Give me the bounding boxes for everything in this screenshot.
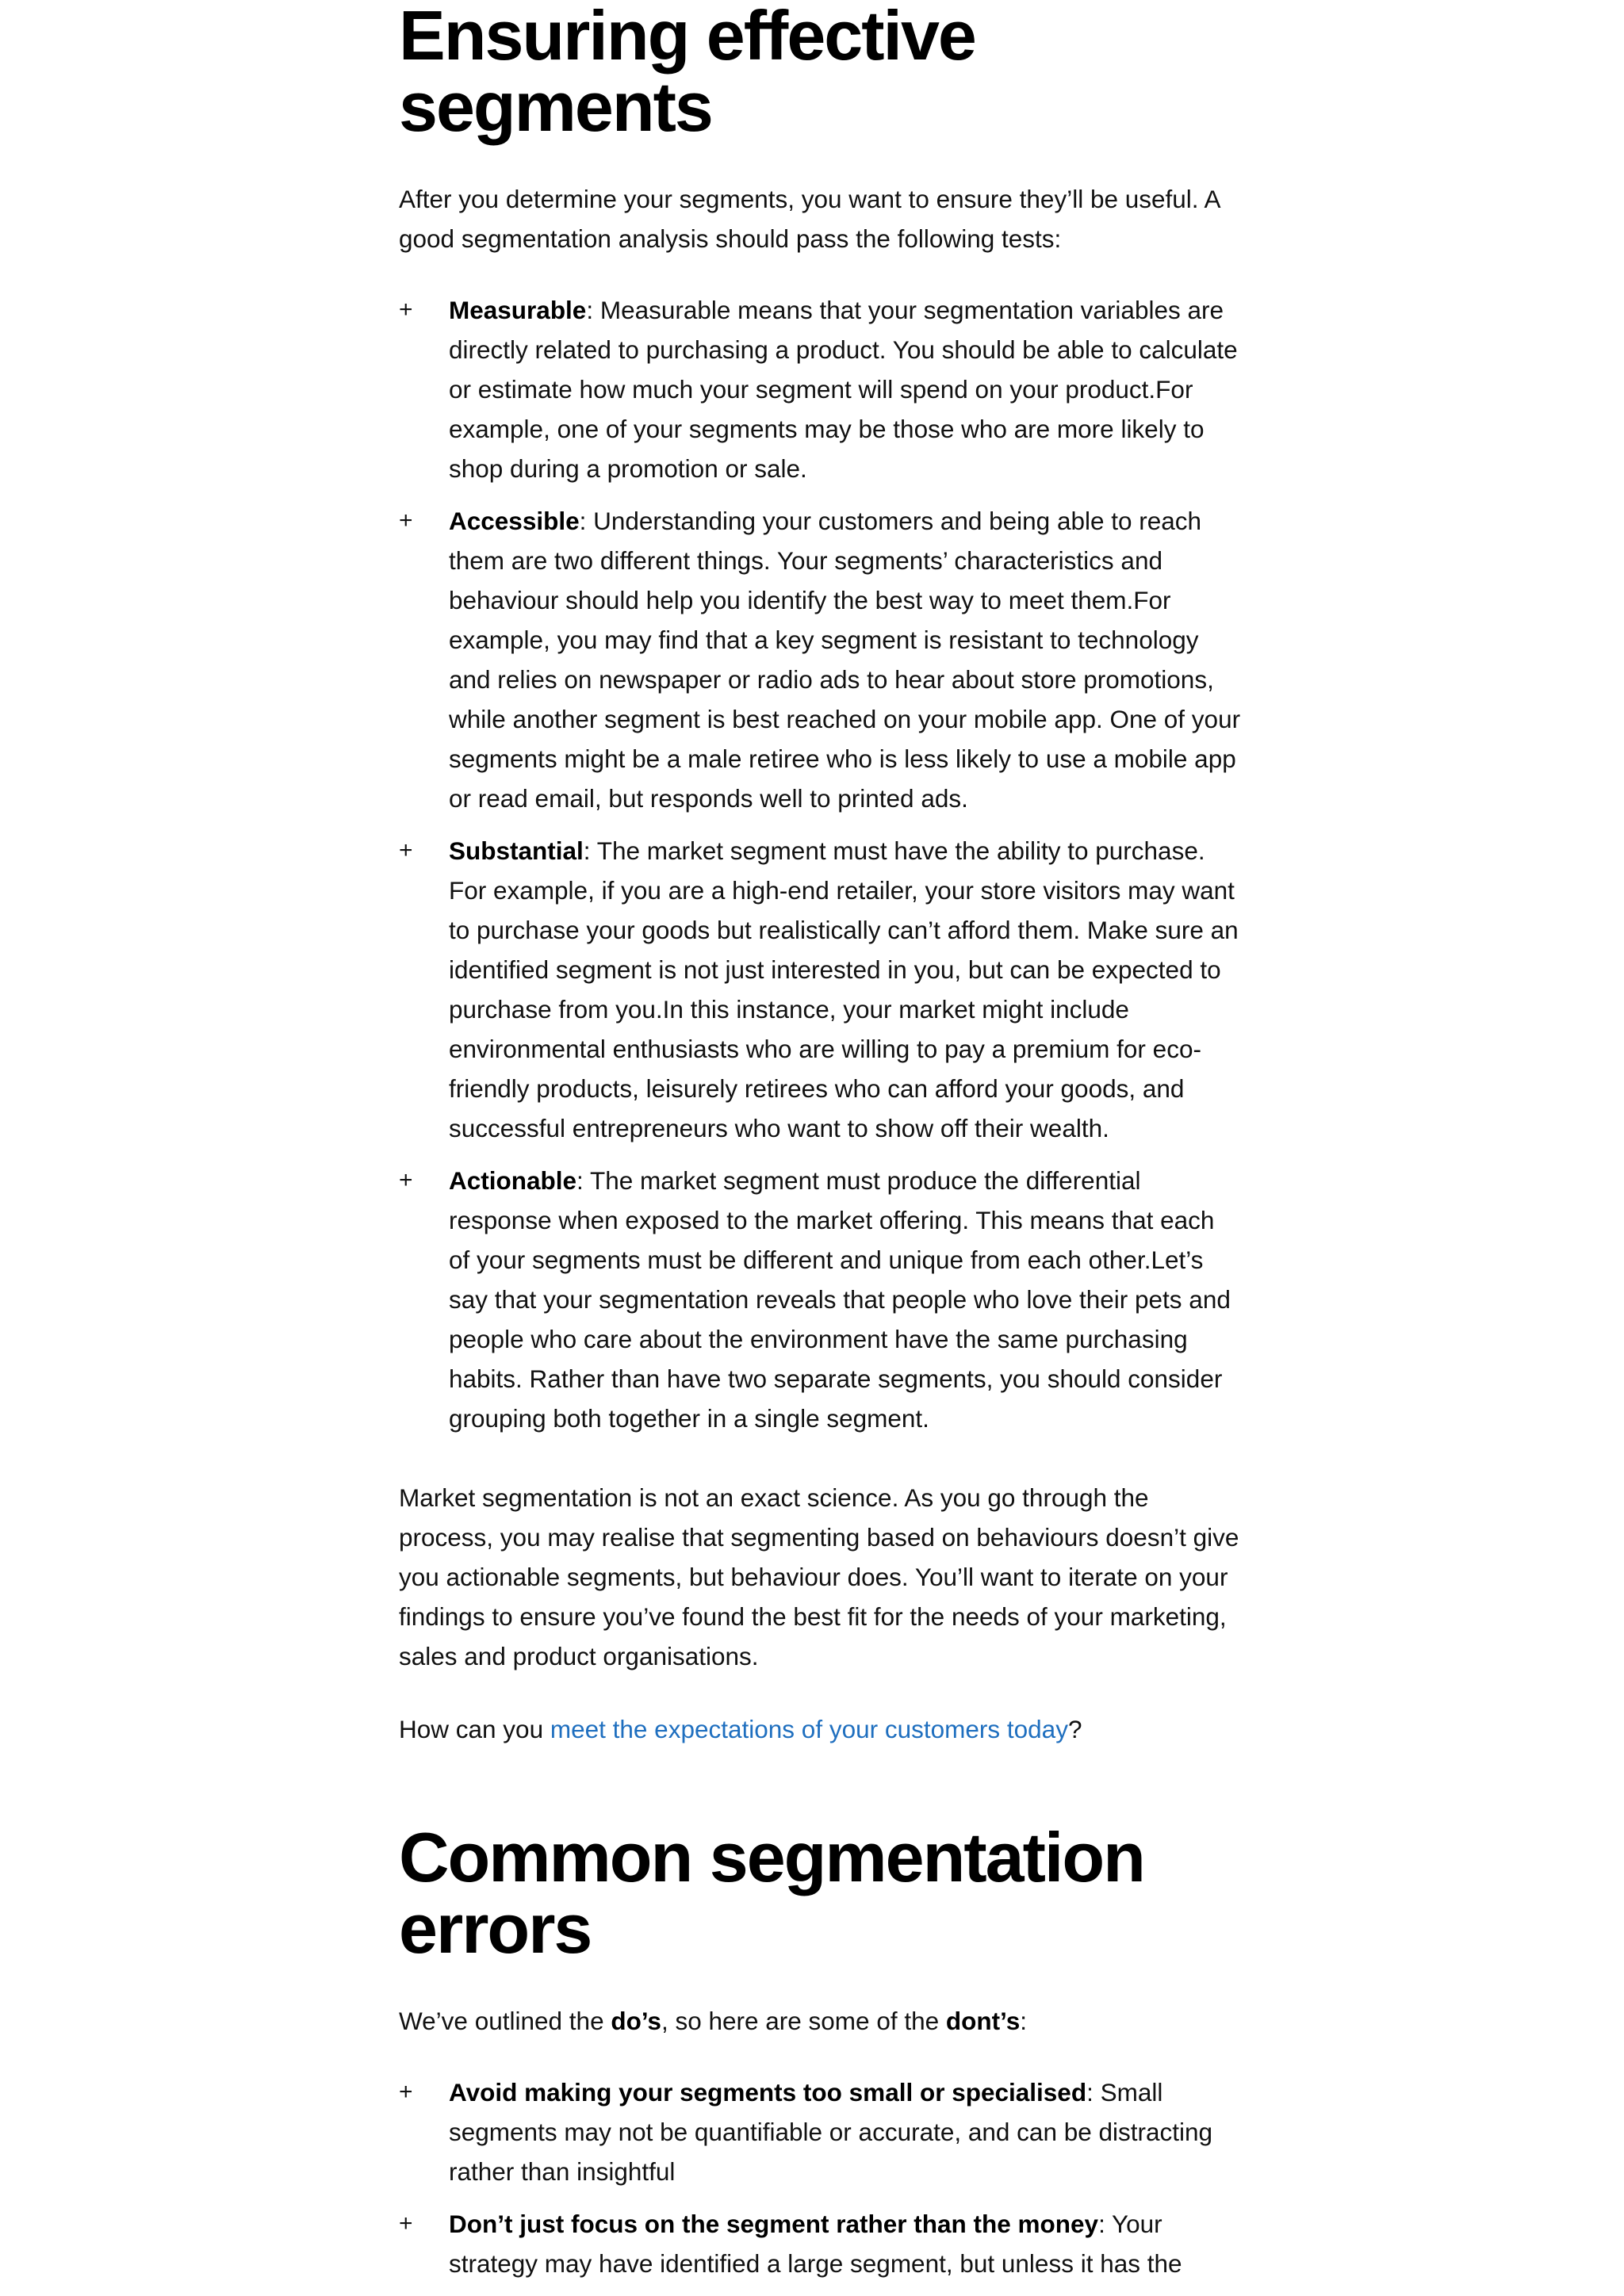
article-body <box>399 0 1241 2296</box>
list-item-measurable <box>399 290 1241 488</box>
list-item-too-small <box>399 2072 1241 2191</box>
section1-outro-paragraph: Market segmentation is not an exact science. As you go through the process, you may realise that segmenting based on behaviours doesn’t give you actionable segments, but behaviour does. You’ll want to iterate on your findings to ensure you’ve found the best fit for the needs of your marketing, sales and product organisations. <box>399 1483 1239 1670</box>
plus-bullet-icon: + <box>399 2079 413 2105</box>
list-item-text: : The market segment must have the ability to purchase. For example, if you are a high-end retailer, your store visitors may want to purchase your goods but realistically can’t afford them. Make sure an identified segment is not just interested in you, but can be expected to purchase from you.In this instance, your market might include environmental enthusiasts who are willing to pay a premium for eco-friendly products, leisurely retirees who can afford your goods, and successful entrepreneurs who want to show off their wealth. <box>449 836 1239 1142</box>
segmentation-errors-list <box>399 2072 1241 2283</box>
list-item-term: Accessible <box>449 507 580 535</box>
plus-bullet-icon: + <box>399 1167 413 1193</box>
section1-intro-paragraph: After you determine your segments, you want to ensure they’ll be useful. A good segmentation analysis should pass the following tests: <box>399 185 1220 253</box>
list-item-text: : Measurable means that your segmentation variables are directly related to purchasing a product. You should be able to calculate or estimate how much your segment will spend on your product.For example, one of your segments may be those who are more likely to shop during a promotion or sale. <box>449 296 1238 483</box>
list-item-text: : Small segments may not be quantifiable or accurate, and can be distracting rather than insightful <box>449 2078 1213 2186</box>
intro-dos-emphasis: do’s <box>611 2007 661 2035</box>
list-item-term: Measurable <box>449 296 587 324</box>
list-item-actionable <box>399 1161 1241 1438</box>
customer-expectations-link[interactable]: meet the expectations of your customers today <box>550 1715 1068 1743</box>
intro-donts-emphasis: dont’s <box>945 2007 1021 2035</box>
cta-text-before: How can you <box>399 1715 550 1743</box>
intro-text: , so here are some of the <box>661 2007 946 2035</box>
list-item-term: Avoid making your segments too small or specialised <box>449 2078 1087 2107</box>
intro-text: We’ve outlined the <box>399 2007 611 2035</box>
list-item-accessible <box>399 501 1241 818</box>
list-item-term: Substantial <box>449 836 584 865</box>
list-item-term: Don’t just focus on the segment rather than the money <box>449 2210 1099 2238</box>
list-item-text: : Your strategy may have identified a large segment, but unless it has the <box>449 2210 1182 2278</box>
list-item-text: : Understanding your customers and being able to reach them are two different things. Your segments’ characteristics and behaviour should help you identify the best way to meet them.For example, you may find that a key segment is resistant to technology and relies on newspaper or radio ads to hear about store promotions, while another segment is best reached on your mobile app. One of your segments might be a male retiree who is less likely to use a mobile app or read email, but responds well to printed ads. <box>449 507 1241 813</box>
list-item-substantial <box>399 831 1241 1148</box>
section2-intro-paragraph <box>399 2001 1241 2041</box>
plus-bullet-icon: + <box>399 297 413 323</box>
section-heading-ensuring-effective-segments: Ensuring effective segments <box>399 0 975 146</box>
section-heading-common-segmentation-errors: Common segmentation errors <box>399 1818 1144 1968</box>
cta-text-after: ? <box>1067 1715 1082 1743</box>
plus-bullet-icon: + <box>399 2210 413 2237</box>
segment-tests-list <box>399 290 1241 1438</box>
list-item-focus-money <box>399 2204 1241 2283</box>
intro-text: : <box>1020 2007 1027 2035</box>
list-item-text: : The market segment must produce the differential response when exposed to the market offering. This means that each of your segments must be different and unique from each other.Let’s say that your segmentation reveals that people who love their pets and people who care about the environment have the same purchasing habits. Rather than have two separate segments, you should consider grouping both together in a single segment. <box>449 1166 1231 1433</box>
list-item-term: Actionable <box>449 1166 577 1195</box>
plus-bullet-icon: + <box>399 837 413 863</box>
plus-bullet-icon: + <box>399 507 413 534</box>
cta-paragraph <box>399 1709 1241 1749</box>
